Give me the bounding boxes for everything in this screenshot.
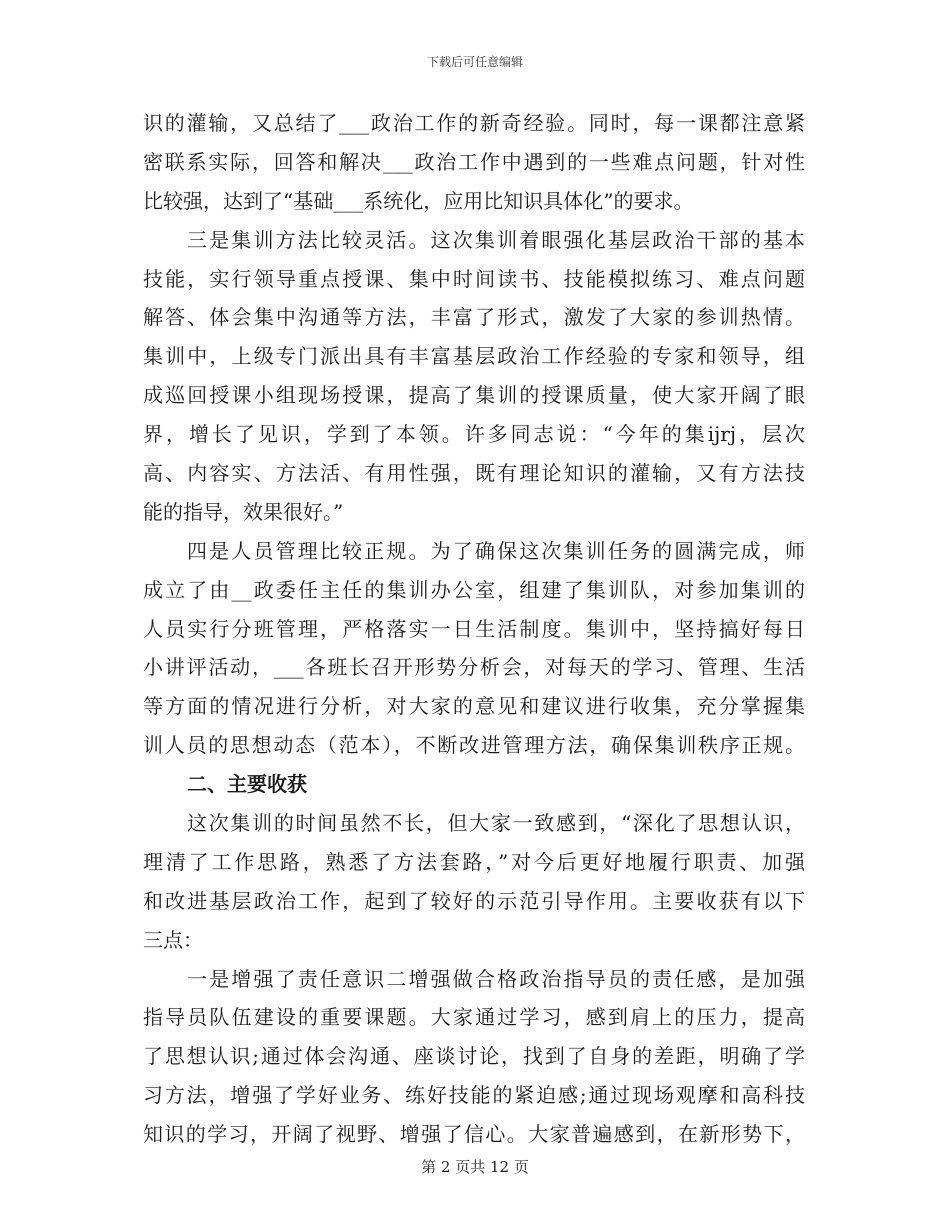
- text-line: 知识的学习，开阔了视野、增强了信心。大家普遍感到，在新形势下，: [143, 1122, 805, 1147]
- text-line: 技能，实行领导重点授课、集中时间读书、技能模拟练习、难点问题: [143, 266, 805, 291]
- text-line: 习方法，增强了学好业务、练好技能的紧迫感;通过现场观摩和高科技: [143, 1083, 805, 1108]
- text-line: 比较强，达到了“基础___系统化，应用比知识具体化”的要求。: [143, 188, 694, 213]
- text-line: 三是集训方法比较灵活。这次集训着眼强化基层政治干部的基本: [187, 227, 805, 252]
- text-line: 等方面的情况进行分析，对大家的意见和建议进行收集，充分掌握集: [143, 694, 805, 719]
- page-header: 下载后可任意编辑: [426, 55, 523, 69]
- text-line: 能的指导，效果很好。”: [143, 499, 344, 524]
- text-line: 和改进基层政治工作，起到了较好的示范引导作用。主要收获有以下: [143, 888, 805, 913]
- text-line: 人员实行分班管理，严格落实一日生活制度。集训中，坚持搞好每日: [143, 616, 805, 641]
- text-line: 成立了由__政委任主任的集训办公室，组建了集训队，对参加集训的: [143, 577, 805, 602]
- text-line: 训人员的思想动态（范本），不断改进管理方法，确保集训秩序正规。: [143, 733, 805, 758]
- text-line: 一是增强了责任意识二增强做合格政治指导员的责任感，是加强: [187, 966, 805, 991]
- section-heading: 二、主要收获: [187, 772, 307, 797]
- text-line: 识的灌输，又总结了___政治工作的新奇经验。同时，每一课都注意紧: [143, 111, 805, 135]
- text-line: 这次集训的时间虽然不长，但大家一致感到，“深化了思想认识，: [187, 811, 805, 836]
- text-line: 密联系实际，回答和解决___政治工作中遇到的一些难点问题，针对性: [143, 149, 805, 174]
- text-line: 理清了工作思路，熟悉了方法套路，”对今后更好地履行职责、加强: [143, 849, 805, 874]
- text-line: 高、内容实、方法活、有用性强，既有理论知识的灌输，又有方法技: [143, 461, 805, 486]
- text-line: 成巡回授课小组现场授课，提高了集训的授课质量，使大家开阔了眼: [143, 383, 805, 408]
- text-line: 界，增长了见识，学到了本领。许多同志说：“今年的集ijrj，层次: [143, 422, 805, 447]
- text-line: 四是人员管理比较正规。为了确保这次集训任务的圆满完成，师: [187, 538, 805, 563]
- text-line: 小讲评活动，___各班长召开形势分析会，对每天的学习、管理、生活: [143, 655, 805, 680]
- text-line: 集训中，上级专门派出具有丰富基层政治工作经验的专家和领导，组: [143, 344, 805, 369]
- page-footer: 第 2 页共 12 页: [421, 1158, 529, 1176]
- text-line: 指导员队伍建设的重要课题。大家通过学习，感到肩上的压力，提高: [143, 1005, 805, 1030]
- text-line: 三点：: [143, 927, 203, 952]
- text-line: 解答、体会集中沟通等方法，丰富了形式，激发了大家的参训热情。: [143, 305, 805, 330]
- text-line: 了思想认识;通过体会沟通、座谈讨论，找到了自身的差距，明确了学: [143, 1044, 805, 1069]
- document-body: [143, 104, 805, 1154]
